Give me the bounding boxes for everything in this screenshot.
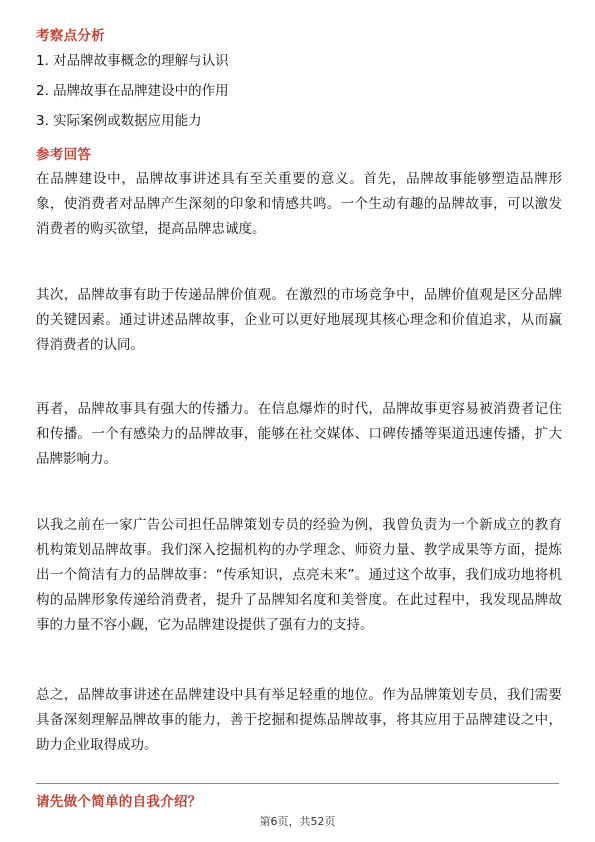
next-question-title: 请先做个简单的自我介绍？ xyxy=(36,794,202,810)
section-title-analysis: 考察点分析 xyxy=(36,28,105,44)
answer-paragraph-2: 其次，品牌故事有助于传递品牌价值观。在激烈的市场竞争中，品牌价值观是区分品牌的关键因素。通过讲述品牌故事，企业可以更好地展现其核心理念和价值追求，从而赢得消费者的认同。 xyxy=(36,287,562,353)
answer-paragraph-5: 总之，品牌故事讲述在品牌建设中具有举足轻重的地位。作为品牌策划专员，我们需要具备深刻理解品牌故事的能力，善于挖掘和提炼品牌故事，将其应用于品牌建设之中，助力企业取得成功。 xyxy=(36,687,562,753)
analysis-item-3: 3. 实际案例或数据应用能力 xyxy=(36,113,202,129)
answer-paragraph-1: 在品牌建设中，品牌故事讲述具有至关重要的意义。首先，品牌故事能够塑造品牌形象，使消费者对品牌产生深刻的印象和情感共鸣。一个生动有趣的品牌故事，可以激发消费者的购买欲望，提高品牌忠诚度。 xyxy=(36,171,562,237)
page-number: 第6页，共52页 xyxy=(259,815,336,828)
answer-paragraph-4: 以我之前在一家广告公司担任品牌策划专员的经验为例，我曾负责为一个新成立的教育机构策划品牌故事。我们深入挖掘机构的办学理念、师资力量、教学成果等方面，提炼出一个简洁有力的品牌故事：“传承知识，点亮未来”。通过这个故事，我们成功地将机构的品牌形象传递给消费者，提升了品牌知名度和美誉度。在此过程中，我发现品牌故事的力量不容小觑，它为品牌建设提供了强有力的支持。 xyxy=(36,517,562,633)
answer-paragraph-3: 再者，品牌故事具有强大的传播力。在信息爆炸的时代，品牌故事更容易被消费者记住和传播。一个有感染力的品牌故事，能够在社交媒体、口碑传播等渠道迅速传播，扩大品牌影响力。 xyxy=(36,401,562,467)
section-title-answer: 参考回答 xyxy=(36,147,92,163)
analysis-item-2: 2. 品牌故事在品牌建设中的作用 xyxy=(36,83,229,99)
section-divider xyxy=(36,783,559,784)
analysis-item-1: 1. 对品牌故事概念的理解与认识 xyxy=(36,53,229,69)
